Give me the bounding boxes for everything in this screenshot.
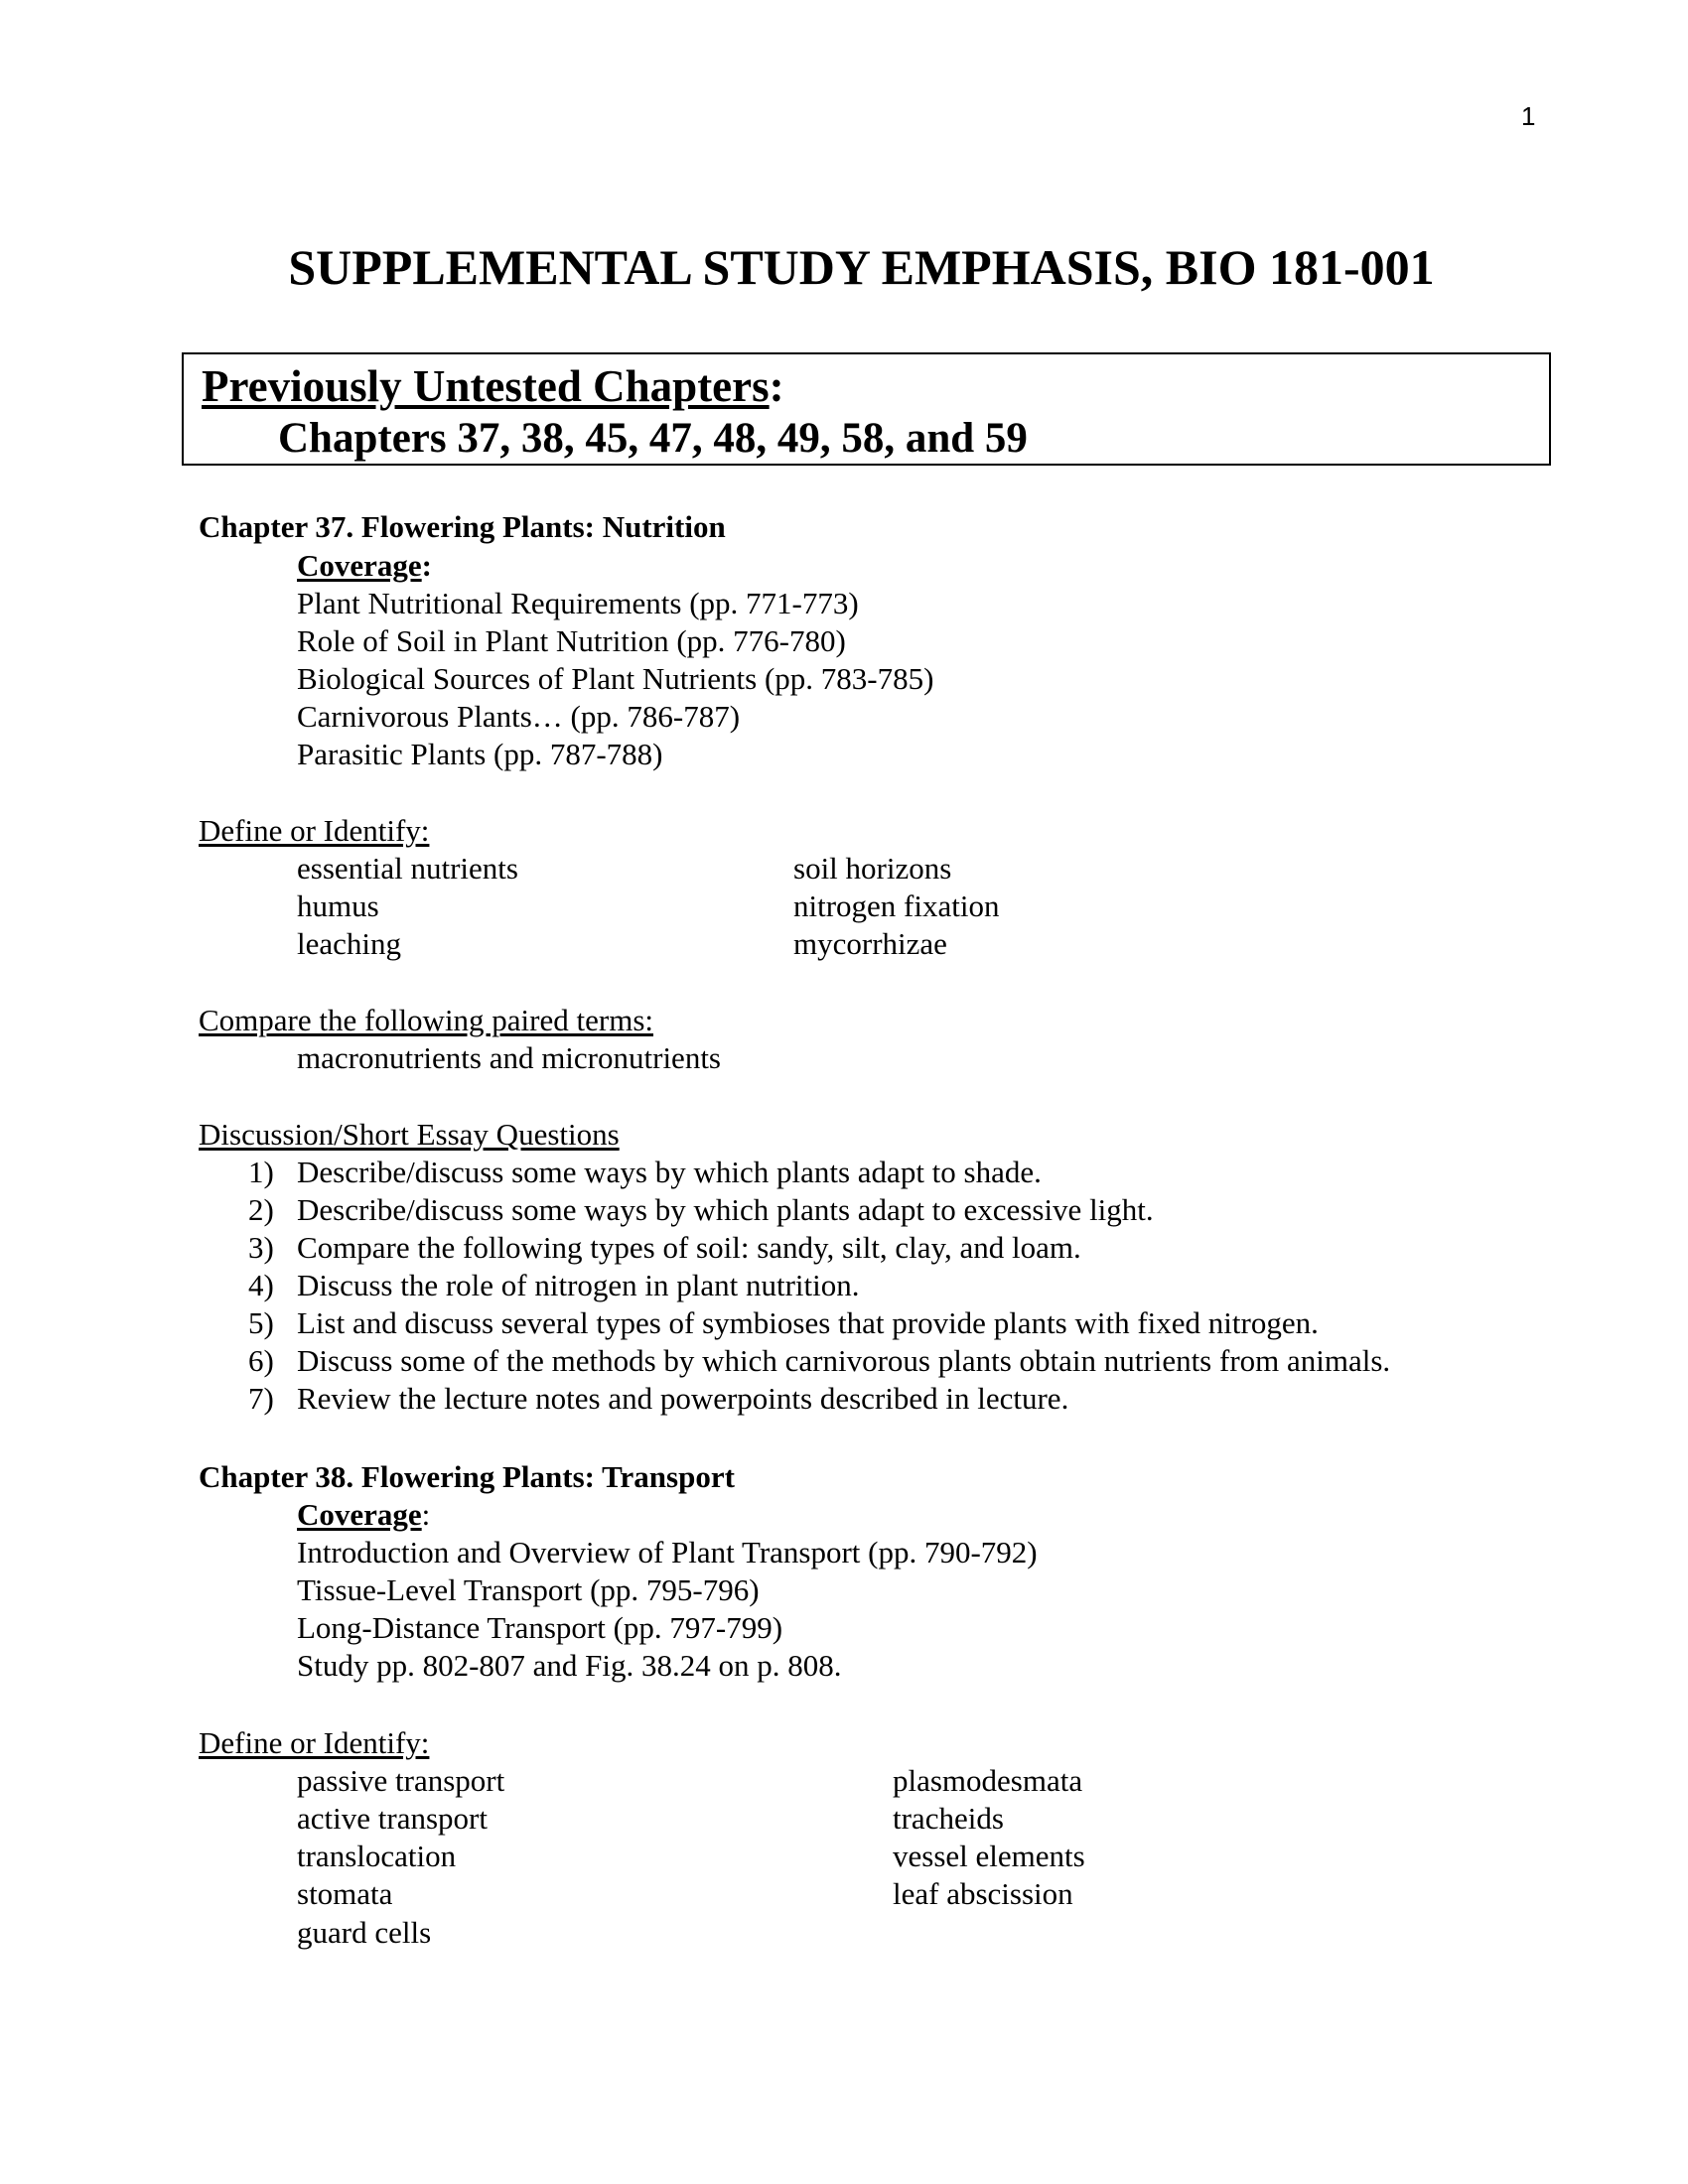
define-term: essential nutrients bbox=[297, 851, 518, 886]
page-number: 1 bbox=[1521, 101, 1536, 131]
define-term: translocation bbox=[297, 1839, 457, 1873]
define-term: stomata bbox=[297, 1876, 393, 1911]
question-number: 6) bbox=[248, 1343, 274, 1378]
compare-term: macronutrients and micronutrients bbox=[297, 1040, 721, 1075]
coverage-item: Plant Nutritional Requirements (pp. 771-773) bbox=[297, 586, 859, 620]
define-term: plasmodesmata bbox=[893, 1763, 1083, 1798]
question-text: Review the lecture notes and powerpoints described in lecture. bbox=[297, 1381, 1069, 1416]
question-text: Describe/discuss some ways by which plants adapt to shade. bbox=[297, 1155, 1042, 1189]
box-chapter-list: Chapters 37, 38, 45, 47, 48, 49, 58, and 59 bbox=[278, 415, 1028, 462]
question-number: 5) bbox=[248, 1305, 274, 1340]
define-term: humus bbox=[297, 888, 379, 923]
define-term: soil horizons bbox=[793, 851, 952, 886]
define-term: passive transport bbox=[297, 1763, 505, 1798]
coverage-colon: : bbox=[421, 548, 432, 583]
chapter-38-define-label: Define or Identify: bbox=[199, 1725, 430, 1760]
chapter-37-discussion-label: Discussion/Short Essay Questions bbox=[199, 1117, 620, 1152]
box-heading bbox=[202, 360, 784, 412]
define-term: leaching bbox=[297, 926, 402, 961]
coverage-item: Parasitic Plants (pp. 787-788) bbox=[297, 737, 663, 771]
box-heading-text: Previously Untested Chapters bbox=[202, 361, 770, 411]
question-text: Discuss the role of nitrogen in plant nutrition. bbox=[297, 1268, 860, 1302]
coverage-label-text: Coverage bbox=[297, 548, 422, 583]
define-term: active transport bbox=[297, 1801, 488, 1836]
box-heading-colon: : bbox=[769, 361, 784, 411]
coverage-label-text: Coverage bbox=[297, 1497, 422, 1532]
question-text: Compare the following types of soil: sandy, silt, clay, and loam. bbox=[297, 1230, 1081, 1265]
page-title: SUPPLEMENTAL STUDY EMPHASIS, BIO 181-001 bbox=[288, 239, 1435, 295]
question-number: 2) bbox=[248, 1192, 274, 1227]
chapter-38-heading: Chapter 38. Flowering Plants: Transport bbox=[199, 1459, 735, 1494]
coverage-item: Introduction and Overview of Plant Transport (pp. 790-792) bbox=[297, 1535, 1038, 1570]
question-text: List and discuss several types of symbioses that provide plants with fixed nitrogen. bbox=[297, 1305, 1319, 1340]
coverage-item: Role of Soil in Plant Nutrition (pp. 776-780) bbox=[297, 623, 846, 658]
question-number: 4) bbox=[248, 1268, 274, 1302]
define-term: leaf abscission bbox=[893, 1876, 1073, 1911]
chapter-37-compare-label: Compare the following paired terms: bbox=[199, 1003, 653, 1037]
question-text: Discuss some of the methods by which carnivorous plants obtain nutrients from animals. bbox=[297, 1343, 1391, 1378]
define-term: tracheids bbox=[893, 1801, 1004, 1836]
untested-chapters-box bbox=[182, 352, 1551, 466]
chapter-37-define-label: Define or Identify: bbox=[199, 813, 430, 848]
coverage-colon: : bbox=[421, 1497, 431, 1532]
question-number: 3) bbox=[248, 1230, 274, 1265]
question-text: Describe/discuss some ways by which plants adapt to excessive light. bbox=[297, 1192, 1154, 1227]
define-term: mycorrhizae bbox=[793, 926, 947, 961]
define-term: vessel elements bbox=[893, 1839, 1085, 1873]
question-number: 7) bbox=[248, 1381, 274, 1416]
coverage-item: Carnivorous Plants… (pp. 786-787) bbox=[297, 699, 741, 734]
chapter-37-coverage-label bbox=[297, 547, 432, 585]
define-term: guard cells bbox=[297, 1915, 432, 1950]
chapter-37-heading: Chapter 37. Flowering Plants: Nutrition bbox=[199, 509, 726, 544]
coverage-item: Tissue-Level Transport (pp. 795-796) bbox=[297, 1572, 760, 1607]
chapter-38-coverage-label bbox=[297, 1496, 430, 1534]
question-number: 1) bbox=[248, 1155, 274, 1189]
coverage-item: Biological Sources of Plant Nutrients (pp. 783-785) bbox=[297, 661, 934, 696]
define-term: nitrogen fixation bbox=[793, 888, 1000, 923]
coverage-item: Study pp. 802-807 and Fig. 38.24 on p. 808. bbox=[297, 1648, 842, 1683]
coverage-item: Long-Distance Transport (pp. 797-799) bbox=[297, 1610, 783, 1645]
